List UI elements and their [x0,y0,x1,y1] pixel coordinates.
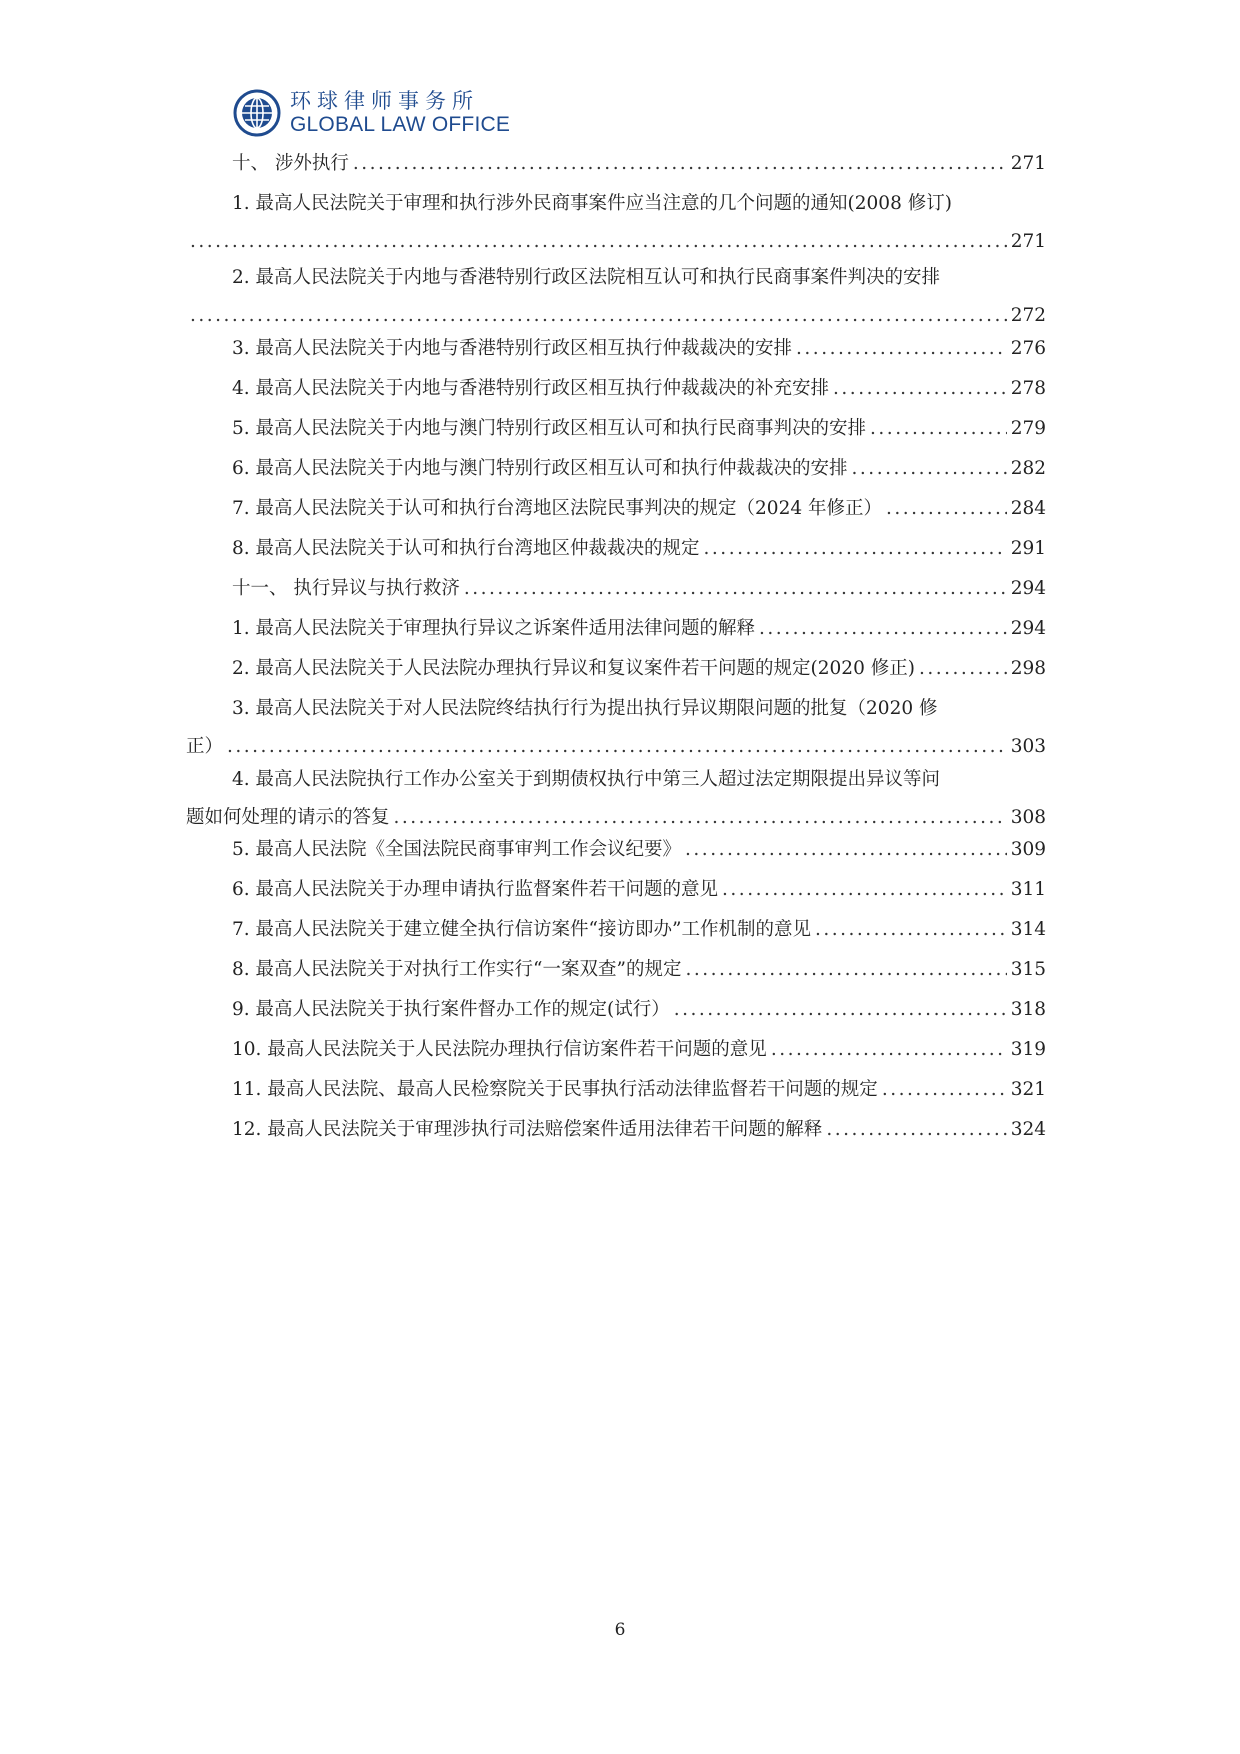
toc-line [186,733,1046,761]
toc-entry-title: 5. 最高人民法院《全国法院民商事审判工作会议纪要》 [232,839,682,860]
dot-leader [919,655,1007,683]
dot-leader [685,836,1007,864]
dot-leader [852,455,1007,483]
toc-page-number: 303 [1010,736,1046,757]
toc-page-number: 298 [1010,658,1046,679]
toc-entry-title: 8. 最高人民法院关于认可和执行台湾地区仲裁裁决的规定 [232,538,700,559]
toc-entry-title: 5. 最高人民法院关于内地与澳门特别行政区相互认可和执行民商事判决的安排 [232,418,867,439]
toc-entry-title: 4. 最高人民法院执行工作办公室关于到期债权执行中第三人超过法定期限提出异议等问 [232,769,941,790]
page-number: 6 [614,1620,626,1640]
toc-page-number: 311 [1010,879,1046,900]
dot-leader [190,302,1007,330]
toc-line [232,655,1046,683]
toc-entry-title: 3. 最高人民法院关于对人民法院终结执行行为提出执行异议期限问题的批复（2020 修 [232,698,938,719]
toc-entry-title: 十一、 执行异议与执行救济 [232,578,460,599]
dot-leader [886,495,1007,523]
toc-page-number: 282 [1010,458,1046,479]
toc-entry-title: 8. 最高人民法院关于对执行工作实行“一案双查”的规定 [232,959,682,980]
toc-page-number: 271 [1010,153,1046,174]
toc-page-number: 308 [1010,807,1046,828]
toc-page-number: 319 [1010,1039,1046,1060]
toc-entry-title: 2. 最高人民法院关于人民法院办理执行异议和复议案件若干问题的规定(2020 修正) [232,658,915,679]
toc-line [232,375,1046,403]
toc-page-number: 271 [1010,231,1046,252]
toc-page-number: 291 [1010,538,1046,559]
toc-line [232,836,1046,864]
toc-line [232,455,1046,483]
toc-page-number: 324 [1010,1119,1046,1140]
logo-english-name: GLOBAL LAW OFFICE [290,113,511,136]
toc-line [232,916,1046,944]
toc-entry-title: 6. 最高人民法院关于内地与澳门特别行政区相互认可和执行仲裁裁决的安排 [232,458,848,479]
dot-leader [190,228,1007,256]
toc-page-number: 314 [1010,919,1046,940]
dot-leader [685,956,1006,984]
toc-entry-title: 6. 最高人民法院关于办理申请执行监督案件若干问题的意见 [232,879,719,900]
toc-entry-title: 11. 最高人民法院、最高人民检察院关于民事执行活动法律监督若干问题的规定 [232,1079,878,1100]
toc-entry-title: 4. 最高人民法院关于内地与香港特别行政区相互执行仲裁裁决的补充安排 [232,378,830,399]
dot-leader [704,535,1007,563]
dot-leader [833,375,1007,403]
toc-page-number: 278 [1010,378,1046,399]
law-firm-logo [232,88,510,138]
toc-line [232,335,1046,363]
toc-page-number: 272 [1010,305,1046,326]
toc-line [232,1116,1046,1144]
toc-line [186,302,1046,330]
dot-leader [870,415,1007,443]
toc-line [232,1076,1046,1104]
toc-line [232,535,1046,563]
toc-line [232,766,1046,794]
toc-entry-title: 1. 最高人民法院关于审理和执行涉外民商事案件应当注意的几个问题的通知(2008 修订) [232,193,952,214]
toc-line [232,876,1046,904]
toc-page-number: 276 [1010,338,1046,359]
toc-line [232,264,1046,292]
dot-leader [882,1076,1007,1104]
dot-leader [796,335,1007,363]
toc-line [232,996,1046,1024]
toc-page-number: 321 [1010,1079,1046,1100]
toc-page-number: 294 [1010,618,1046,639]
toc-entry-title: 正） [186,736,224,757]
toc-page-number: 294 [1010,578,1046,599]
toc-entry-title: 十、 涉外执行 [232,153,349,174]
dot-leader [227,733,1007,761]
toc-page-number: 309 [1010,839,1046,860]
toc-entry-title: 题如何处理的请示的答复 [186,807,390,828]
dot-leader [722,876,1007,904]
dot-leader [815,916,1007,944]
dot-leader [826,1116,1006,1144]
toc-line [232,615,1046,643]
toc-entry-title: 10. 最高人民法院关于人民法院办理执行信访案件若干问题的意见 [232,1039,767,1060]
logo-chinese-name: 环球律师事务所 [290,89,479,113]
toc-entry-title: 3. 最高人民法院关于内地与香港特别行政区相互执行仲裁裁决的安排 [232,338,793,359]
toc-line [232,415,1046,443]
toc-line [232,495,1046,523]
toc-entry-title: 9. 最高人民法院关于执行案件督办工作的规定(试行） [232,999,670,1020]
toc-page-number: 279 [1010,418,1046,439]
toc-page-number: 318 [1010,999,1046,1020]
toc-line [232,1036,1046,1064]
toc-line [232,956,1046,984]
toc-line [186,804,1046,832]
toc-line [232,150,1046,178]
dot-leader [674,996,1007,1024]
toc-line [232,695,1046,723]
toc-line [186,228,1046,256]
dot-leader [771,1036,1007,1064]
toc-entry-title: 7. 最高人民法院关于认可和执行台湾地区法院民事判决的规定（2024 年修正） [232,498,882,519]
toc-page-number: 315 [1010,959,1046,980]
toc-line [232,575,1046,603]
toc-entry-title: 1. 最高人民法院关于审理执行异议之诉案件适用法律问题的解释 [232,618,756,639]
globe-logo-icon [232,88,282,138]
toc-line [232,190,1046,218]
dot-leader [464,575,1007,603]
toc-entry-title: 2. 最高人民法院关于内地与香港特别行政区法院相互认可和执行民商事案件判决的安排 [232,267,941,288]
toc-entry-title: 7. 最高人民法院关于建立健全执行信访案件“接访即办”工作机制的意见 [232,919,811,940]
dot-leader [353,150,1007,178]
dot-leader [759,615,1007,643]
toc-entry-title: 12. 最高人民法院关于审理涉执行司法赔偿案件适用法律若干问题的解释 [232,1119,823,1140]
dot-leader [394,804,1007,832]
toc-page-number: 284 [1010,498,1046,519]
